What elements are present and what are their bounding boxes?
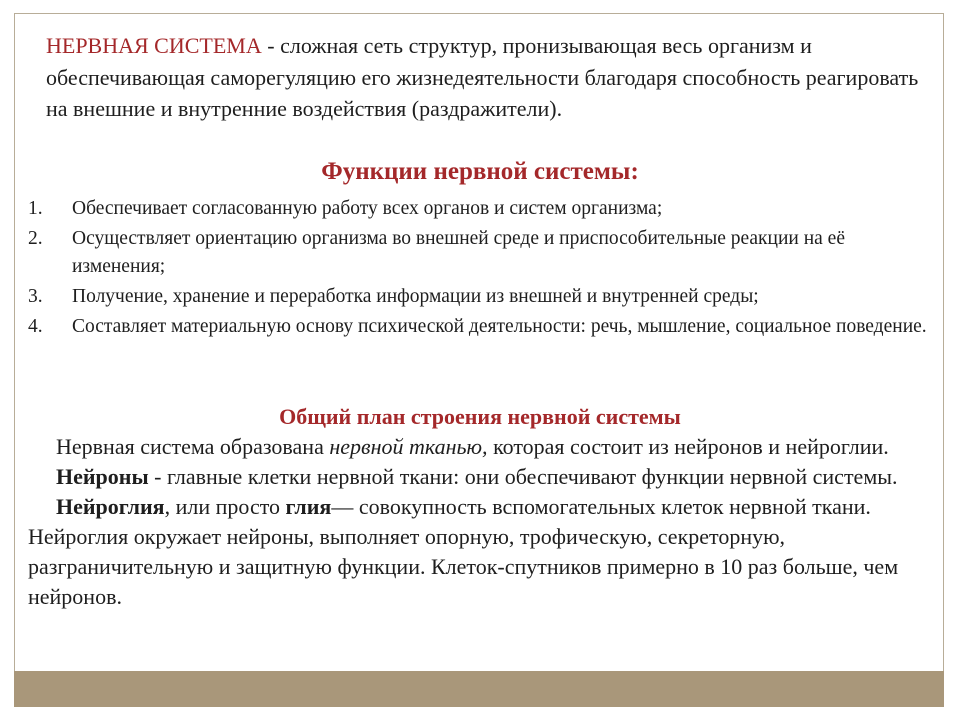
plan-paragraph-tissue: [28, 432, 918, 462]
intro-paragraph: [46, 30, 926, 125]
p2-bold: Нейроны: [56, 464, 149, 489]
plan-body: [28, 432, 918, 612]
list-item-text: Обеспечивает согласованную работу всех органов и систем организма;: [72, 198, 663, 219]
list-item-number: 3.: [28, 286, 43, 307]
plan-paragraph-neurons: [28, 462, 918, 492]
p1-start: Нервная система образована: [56, 434, 330, 459]
list-item: [28, 195, 928, 223]
p3-bold2: глия: [285, 494, 332, 519]
list-item: [28, 313, 928, 341]
functions-title: Функции нервной системы:: [321, 158, 639, 185]
list-item-number: 4.: [28, 316, 43, 337]
list-item: [28, 225, 928, 281]
list-item-text: Осуществляет ориентацию организма во внешней среде и приспособительные реакции на её изменения;: [72, 228, 845, 277]
list-item: [28, 283, 928, 311]
list-item-text: Составляет материальную основу психической деятельности: речь, мышление, социальное поведение.: [72, 316, 927, 337]
p3-mid: , или просто: [164, 494, 286, 519]
intro-term: НЕРВНАЯ СИСТЕМА: [46, 33, 262, 58]
p3-bold1: Нейроглия: [56, 494, 165, 519]
p1-italic: нервной тканью,: [329, 434, 488, 459]
list-item-text: Получение, хранение и переработка информации из внешней и внутренней среды;: [72, 286, 759, 307]
intro-text: - сложная сеть структур, пронизывающая весь организм и обеспечивающая саморегуляцию его жизнедеятельности благодаря способность реагировать на внешние и внутренние воздействия (раздражители).: [46, 33, 919, 121]
p3-end: — совокупность вспомогательных клеток нервной ткани. Нейроглия окружает нейроны, выполняет опорную, трофическую, секреторную, разграничительную и защитную функции. Клеток-спутников примерно в 10 раз больше, чем нейронов.: [28, 494, 899, 609]
functions-list: [28, 195, 928, 343]
plan-title: Общий план строения нервной системы: [279, 404, 681, 429]
list-item-number: 1.: [28, 198, 43, 219]
p1-end: которая состоит из нейронов и нейроглии.: [487, 434, 889, 459]
plan-paragraph-glia: [28, 492, 918, 612]
list-item-number: 2.: [28, 228, 43, 249]
p2-end: - главные клетки нервной ткани: они обеспечивают функции нервной системы.: [148, 464, 898, 489]
